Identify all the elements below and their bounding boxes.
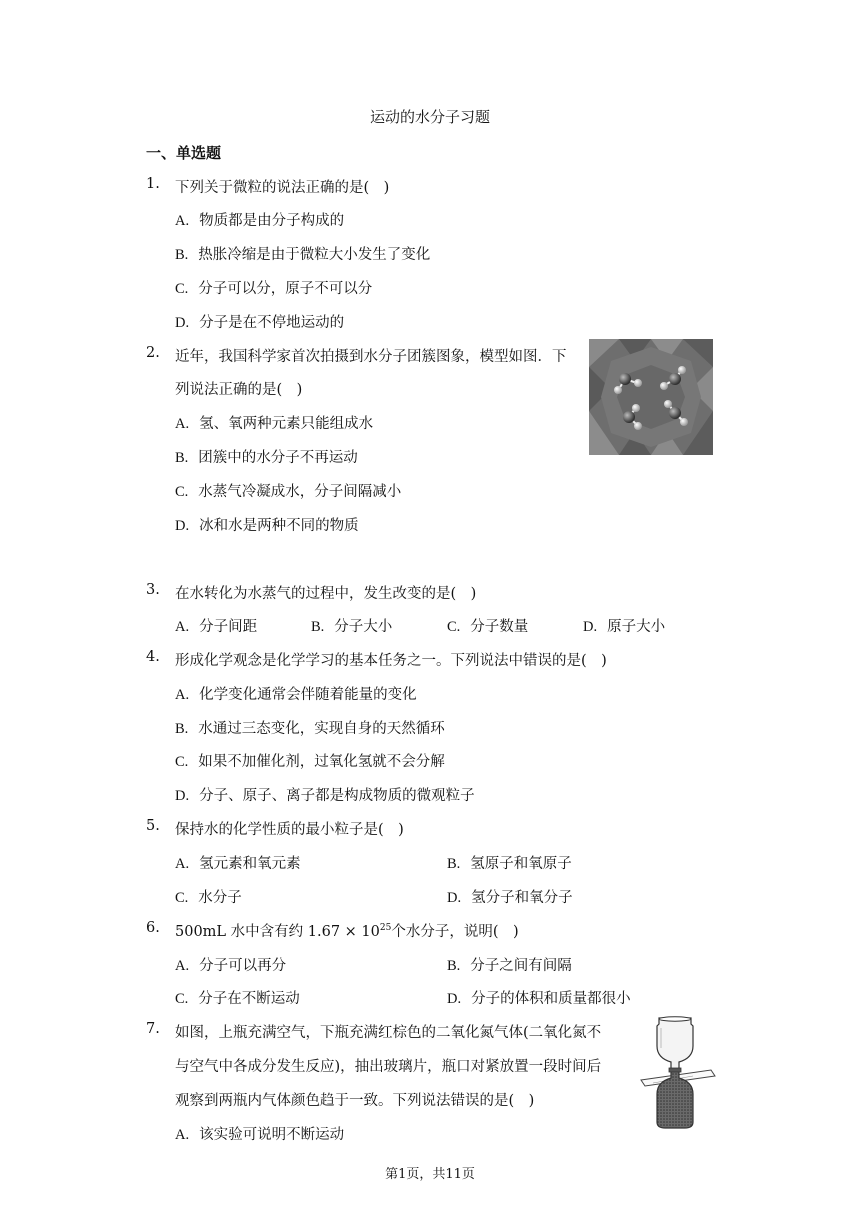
option-text: 氢元素和氧元素 [199, 856, 301, 872]
option-text: 氢、氧两种元素只能组成水 [199, 416, 374, 432]
option-letter: A. [175, 958, 190, 974]
option-letter: D. [583, 619, 598, 635]
option-text: 水蒸气冷凝成水，分子间隔减小 [198, 484, 402, 500]
option-letter: B. [311, 619, 325, 635]
option-letter: A. [175, 1127, 190, 1143]
option-letter: A. [175, 856, 190, 872]
option-text: 分子可以再分 [199, 958, 287, 974]
question-number: 4. [146, 649, 160, 665]
option-b [447, 954, 572, 975]
option-text: 分子是在不停地运动的 [199, 315, 345, 331]
section-heading: 一、单选题 [146, 144, 222, 162]
option-d [583, 615, 665, 636]
question-text: 保持水的化学性质的最小粒子是( ) [175, 822, 404, 838]
option-letter: C. [175, 991, 189, 1007]
question-text: 在水转化为水蒸气的过程中，发生改变的是( ) [175, 586, 477, 602]
option-letter: A. [175, 619, 190, 635]
option-a [175, 615, 257, 636]
option-text: 水分子 [198, 890, 242, 906]
question-text [175, 920, 519, 941]
option-letter: C. [175, 754, 189, 770]
water-cluster-image [589, 339, 713, 455]
option-b [311, 615, 392, 636]
question-number: 3. [146, 582, 160, 598]
option-text: 分子在不断运动 [198, 991, 300, 1007]
question-text-line: 观察到两瓶内气体颜色趋于一致。下列说法错误的是( ) [175, 1093, 535, 1109]
option-c [175, 750, 445, 771]
option-d [175, 784, 475, 805]
question-text-line: 与空气中各成分发生反应)，抽出玻璃片，瓶口对紧放置一段时间后 [175, 1059, 602, 1075]
exponent: 25 [379, 923, 392, 934]
option-text: 如果不加催化剂，过氧化氢就不会分解 [198, 754, 445, 770]
option-text: 分子之间有间隔 [470, 958, 572, 974]
option-text: 分子的体积和质量都很小 [471, 991, 631, 1007]
question-number: 1. [146, 176, 160, 192]
option-text: 分子可以分，原子不可以分 [198, 281, 373, 297]
option-d [447, 987, 631, 1008]
option-b [175, 717, 445, 738]
option-letter: D. [175, 315, 190, 331]
question-number: 6. [146, 920, 160, 936]
question-text-part: 500mL 水中含有约 1.67 × 10 [175, 924, 380, 940]
option-letter: A. [175, 213, 190, 229]
question-number: 7. [146, 1021, 160, 1037]
option-c [175, 277, 372, 298]
water-cluster-illustration [589, 339, 713, 455]
option-letter: B. [447, 958, 461, 974]
option-letter: A. [175, 687, 190, 703]
option-text: 化学变化通常会伴随着能量的变化 [199, 687, 417, 703]
option-b [175, 243, 430, 264]
option-b [447, 852, 572, 873]
option-text: 分子、原子、离子都是构成物质的微观粒子 [199, 788, 475, 804]
option-text: 分子数量 [470, 619, 529, 635]
option-letter: D. [447, 991, 462, 1007]
option-a [175, 852, 301, 873]
option-c [175, 886, 242, 907]
option-c [447, 615, 528, 636]
option-text: 该实验可说明不断运动 [199, 1127, 345, 1143]
option-a [175, 209, 344, 230]
option-letter: C. [175, 281, 189, 297]
gas-bottles-illustration [633, 1016, 717, 1130]
option-text: 分子间距 [199, 619, 258, 635]
option-a [175, 1123, 344, 1144]
option-text: 物质都是由分子构成的 [199, 213, 345, 229]
option-text: 冰和水是两种不同的物质 [199, 518, 359, 534]
question-text: 下列关于微粒的说法正确的是( ) [175, 180, 390, 196]
question-text: 形成化学观念是化学学习的基本任务之一。下列说法中错误的是( ) [175, 653, 607, 669]
option-text: 团簇中的水分子不再运动 [198, 450, 358, 466]
option-d [175, 311, 344, 332]
option-letter: C. [175, 484, 189, 500]
option-text: 水通过三态变化，实现自身的天然循环 [198, 721, 445, 737]
option-letter: B. [175, 247, 189, 263]
option-text: 热胀冷缩是由于微粒大小发生了变化 [198, 247, 431, 263]
option-b [175, 446, 358, 467]
option-a [175, 954, 286, 975]
option-letter: A. [175, 416, 190, 432]
option-letter: B. [175, 721, 189, 737]
question-number: 2. [146, 345, 160, 361]
option-letter: D. [175, 518, 190, 534]
option-text: 分子大小 [334, 619, 393, 635]
question-number: 5. [146, 818, 160, 834]
option-letter: B. [175, 450, 189, 466]
document-title: 运动的水分子习题 [369, 108, 490, 126]
option-d [447, 886, 573, 907]
option-text: 原子大小 [607, 619, 666, 635]
question-text-line: 近年，我国科学家首次拍摄到水分子团簇图象，模型如图．下 [175, 349, 567, 365]
gas-bottles-image [633, 1016, 717, 1130]
option-a [175, 683, 417, 704]
question-text-part: 个水分子，说明( ) [391, 924, 519, 940]
question-text-line: 列说法正确的是( ) [175, 382, 303, 398]
option-a [175, 412, 373, 433]
option-letter: B. [447, 856, 461, 872]
option-d [175, 514, 359, 535]
option-letter: D. [175, 788, 190, 804]
option-letter: C. [175, 890, 189, 906]
option-letter: D. [447, 890, 462, 906]
page-footer: 第1页，共11页 [385, 1167, 475, 1182]
option-letter: C. [447, 619, 461, 635]
option-c [175, 987, 300, 1008]
question-text-line: 如图，上瓶充满空气，下瓶充满红棕色的二氧化氮气体(二氧化氮不 [175, 1025, 602, 1041]
option-text: 氢分子和氧分子 [471, 890, 573, 906]
option-c [175, 480, 401, 501]
option-text: 氢原子和氧原子 [470, 856, 572, 872]
